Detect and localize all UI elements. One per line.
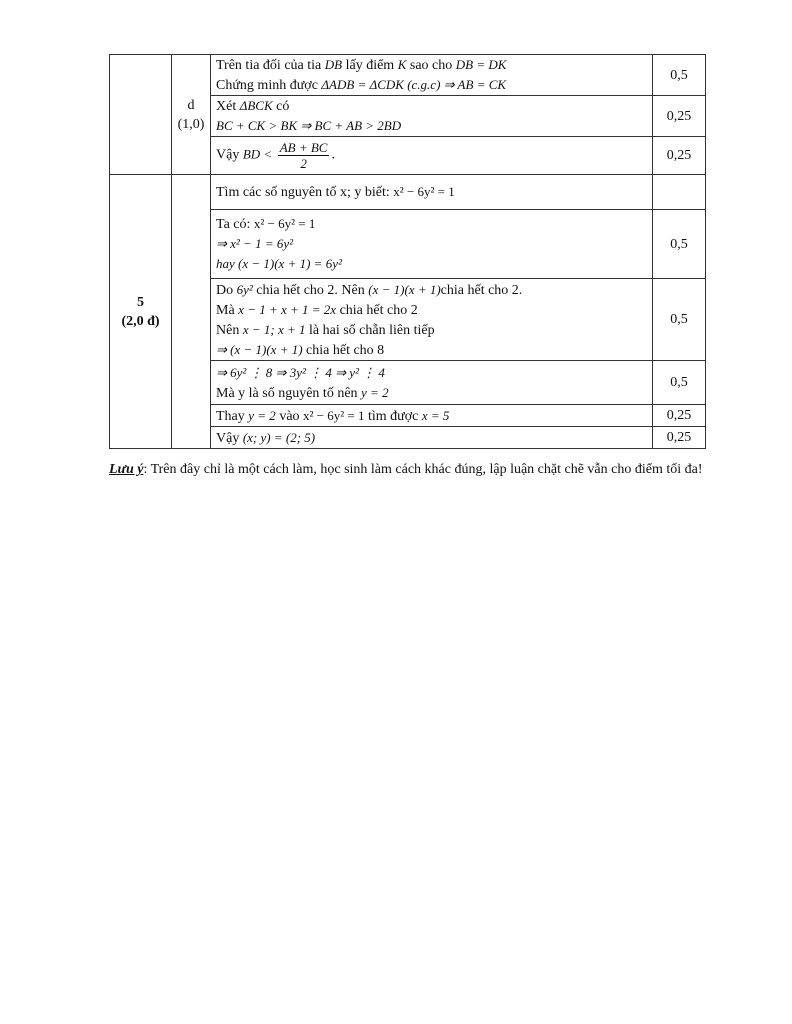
text: Mà y là số nguyên tố nên bbox=[216, 385, 358, 401]
note-label: Lưu ý bbox=[109, 462, 144, 477]
text: Chứng minh được bbox=[216, 78, 318, 93]
text: chia hết cho 2. bbox=[440, 282, 523, 298]
text: là hai số chẵn liên tiếp bbox=[309, 322, 435, 338]
text: Vậy bbox=[216, 147, 240, 163]
content-cell bbox=[211, 137, 653, 175]
math: (x; y) = (2; 5) bbox=[242, 429, 316, 445]
content-cell bbox=[211, 427, 653, 449]
text: vào bbox=[279, 408, 300, 424]
text: Xét bbox=[216, 99, 237, 114]
text: có bbox=[276, 99, 290, 114]
text: Do bbox=[216, 282, 234, 298]
question-cell-prev bbox=[110, 55, 172, 175]
math: x² − 6y² = 1 bbox=[253, 216, 316, 231]
math: ⇒ 6y² ⋮ 8 ⇒ 3y² ⋮ 4 ⇒ y² ⋮ 4 bbox=[216, 364, 385, 380]
math: x = 5 bbox=[421, 407, 450, 423]
part-points: (1,0) bbox=[177, 116, 205, 132]
grading-table bbox=[109, 54, 706, 449]
math: x² − 6y² = 1 bbox=[393, 184, 455, 199]
text: chia hết cho 8 bbox=[306, 342, 385, 358]
text: Ta có: bbox=[216, 217, 251, 232]
text: Thay bbox=[216, 408, 245, 424]
math: y = 2 bbox=[361, 384, 389, 400]
text: . bbox=[331, 147, 335, 163]
fraction bbox=[278, 140, 330, 171]
math: K bbox=[397, 57, 407, 72]
content-cell bbox=[211, 210, 653, 279]
content-cell bbox=[211, 55, 653, 96]
content-cell bbox=[211, 279, 653, 361]
grading-note bbox=[109, 460, 709, 480]
score-cell: 0,25 bbox=[653, 427, 706, 449]
math: x² − 6y² = 1 bbox=[303, 407, 365, 423]
content-cell bbox=[211, 405, 653, 427]
math: hay (x − 1)(x + 1) = 6y² bbox=[216, 256, 342, 271]
part-cell-empty bbox=[172, 175, 211, 449]
part-label: d bbox=[187, 97, 195, 113]
score-cell: 0,5 bbox=[653, 55, 706, 96]
content-cell bbox=[211, 175, 653, 210]
text: chia hết cho 2. Nên bbox=[256, 282, 365, 298]
math: ⇒ x² − 1 = 6y² bbox=[216, 236, 294, 251]
fraction-denominator: 2 bbox=[300, 156, 307, 171]
score-cell: 0,5 bbox=[653, 210, 706, 279]
math: 6y² bbox=[236, 281, 253, 297]
question-cell bbox=[110, 175, 172, 449]
math: BC + CK > BK ⇒ BC + AB > 2BD bbox=[216, 118, 402, 133]
table-row bbox=[110, 175, 706, 210]
text: sao cho bbox=[409, 58, 453, 73]
math: (x − 1)(x + 1) bbox=[368, 281, 441, 297]
text: lấy điểm bbox=[345, 58, 395, 73]
text: Nên bbox=[216, 322, 240, 338]
text: chia hết cho 2 bbox=[339, 302, 418, 318]
text: Trên tia đối của tia bbox=[216, 58, 322, 73]
math: BD < bbox=[242, 146, 273, 162]
note-text: : Trên đây chỉ là một cách làm, học sinh làm cách khác đúng, lập luận chặt chẽ vẫn cho điểm tối đa! bbox=[143, 462, 703, 477]
math: DB = DK bbox=[455, 57, 507, 72]
text: tìm được bbox=[368, 408, 419, 424]
math: x − 1 + x + 1 = 2x bbox=[238, 301, 337, 317]
math: x − 1; x + 1 bbox=[242, 321, 306, 337]
math: ΔBCK bbox=[239, 98, 273, 113]
score-cell: 0,25 bbox=[653, 405, 706, 427]
score-cell: 0,5 bbox=[653, 279, 706, 361]
score-cell: 0,25 bbox=[653, 137, 706, 175]
content-cell bbox=[211, 96, 653, 137]
table-row bbox=[110, 55, 706, 96]
math: ΔADB = ΔCDK (c.g.c) ⇒ AB = CK bbox=[321, 77, 507, 92]
fraction-numerator: AB + BC bbox=[279, 140, 328, 155]
text: Mà bbox=[216, 302, 235, 318]
text: Vậy bbox=[216, 430, 240, 446]
math: DB bbox=[324, 57, 343, 72]
math: y = 2 bbox=[248, 407, 276, 423]
math: ⇒ (x − 1)(x + 1) bbox=[216, 341, 303, 357]
score-cell: 0,5 bbox=[653, 361, 706, 405]
text: Tìm các số nguyên tố x; y biết: bbox=[216, 185, 390, 200]
content-cell bbox=[211, 361, 653, 405]
score-cell: 0,25 bbox=[653, 96, 706, 137]
question-number: 5 bbox=[137, 294, 144, 310]
question-points: (2,0 đ) bbox=[121, 313, 160, 329]
part-cell bbox=[172, 55, 211, 175]
score-cell bbox=[653, 175, 706, 210]
